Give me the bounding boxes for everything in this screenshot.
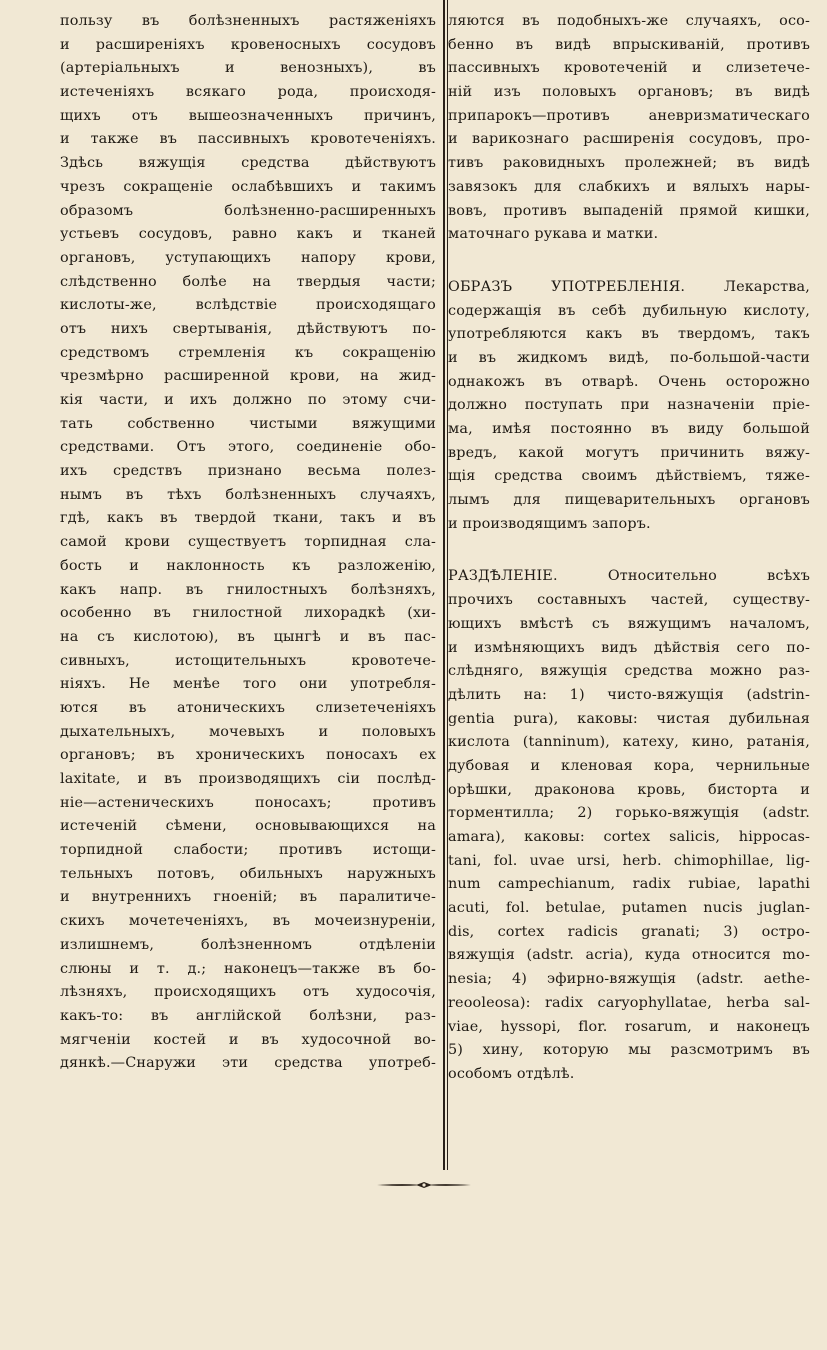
text-line: кія части, и ихъ должно по этому счи- [60, 392, 436, 408]
text-line: устьевъ сосудовъ, равно какъ и тканей [60, 226, 436, 243]
text-line: особенно въ гнилостной лихорадкѣ (хи- [60, 605, 436, 622]
text-line: лѣзняхъ, происходящихъ отъ худосочія, [60, 984, 436, 1001]
text-line: бенно въ видѣ впрыскиваній, противъ [448, 36, 810, 53]
text-line: Здѣсь вяжущія средства дѣйствуютъ [60, 155, 436, 172]
text-line: прочихъ составныхъ частей, существу- [448, 592, 810, 609]
text-line: ній изъ половыхъ органовъ; въ видѣ [448, 84, 810, 101]
end-ornament [377, 1180, 471, 1190]
text-line: ющихъ вмѣстѣ съ вяжущимъ началомъ, [448, 615, 810, 632]
text-line: тивъ раковидныхъ пролежней; въ видѣ [448, 155, 810, 172]
text-line: ются въ атоническихъ слизетеченіяхъ [60, 699, 436, 716]
text-line: употребляются какъ въ твердомъ, такъ [448, 326, 810, 343]
text-line: dis, cortex radicis granati; 3) остро- [448, 923, 810, 940]
text-line: на съ кислотою), въ цынгѣ и въ пас- [60, 628, 436, 645]
text-line: торпидной слабости; противъ истощи- [60, 842, 436, 859]
text-line: ніяхъ. Не менѣе того они употребля- [60, 676, 436, 693]
text-line: (артеріальныхъ и венозныхъ), въ [60, 60, 436, 77]
text-line: пользу въ болѣзненныхъ растяженіяхъ [60, 13, 436, 29]
text-line: ніе—астеническихъ поносахъ; противъ [60, 794, 436, 811]
text-line: кислоты-же, вслѣдствіе происходящаго [60, 297, 436, 314]
text-line: мягченіи костей и въ худосочной во- [60, 1031, 436, 1048]
text-line: щихъ отъ вышеозначенныхъ причинъ, [60, 107, 436, 124]
text-line: истеченіяхъ всякаго рода, происходя- [60, 84, 436, 101]
text-line: кислота (tanninum), катеху, кино, ратанія, [448, 734, 810, 751]
text-line: и расширеніяхъ кровеносныхъ сосудовъ [60, 36, 436, 53]
text-line: какъ напр. въ гнилостныхъ болѣзняхъ, [60, 581, 436, 598]
text-line: орѣшки, драконова кровь, бисторта и [448, 781, 810, 798]
text-line: средствами. Отъ этого, соединеніе обо- [60, 439, 436, 456]
text-line: самой крови существуетъ торпидная сла- [60, 534, 436, 551]
text-line: должно поступать при назначеніи пріе- [448, 397, 810, 414]
column-rule [443, 0, 445, 1170]
text-line: средствомъ стремленія къ сокращенію [60, 344, 436, 361]
text-line: вяжущія (adstr. acria), куда относится mo- [448, 947, 810, 964]
text-line: слѣдственно болѣе на твердыя части; [60, 273, 436, 290]
text-line: ма, имѣя постоянно въ виду большой [448, 421, 810, 437]
text-line: однакожъ въ отварѣ. Очень осторожно [448, 373, 810, 390]
text-line: слюны и т. д.; наконецъ—также въ бо- [60, 960, 436, 977]
text-line: ляются въ подобныхъ-же случаяхъ, осо- [448, 13, 810, 29]
text-line: и варикознаго расширенія сосудовъ, про- [448, 131, 810, 148]
text-line: laxitate, и въ производящихъ сіи послѣд- [60, 771, 436, 787]
text-line: и также въ пассивныхъ кровотеченіяхъ. [60, 131, 436, 148]
text-line: и производящимъ запоръ. [448, 515, 651, 532]
text-line: ОБРАЗЪ УПОТРЕБЛЕНІЯ. Лекарства, [448, 278, 810, 295]
text-line: дянкѣ.—Снаружи эти средства употреб- [60, 1055, 436, 1072]
text-line: маточнаго рукава и матки. [448, 226, 659, 243]
text-line: бость и наклонность къ разложенію, [60, 557, 436, 574]
text-line: и въ жидкомъ видѣ, по-большой-части [448, 349, 810, 366]
text-line: дѣлить на: 1) чисто-вяжущія (adstrin- [448, 686, 810, 703]
text-line: образомъ болѣзненно-расширенныхъ [60, 202, 436, 219]
paragraph-gap [448, 536, 810, 565]
text-line: органовъ; въ хроническихъ поносахъ ex [60, 747, 436, 764]
text-line: чрезъ сокращеніе ослабѣвшихъ и такимъ [60, 178, 436, 195]
text-line: gentia pura), каковы: чистая дубильная [448, 710, 810, 727]
text-line: сивныхъ, истощительныхъ кровотече- [60, 652, 436, 669]
text-line: слѣдняго, вяжущія средства можно раз- [448, 663, 810, 680]
left-column [60, 10, 436, 1076]
text-line: вовъ, противъ выпаденій прямой кишки, [448, 202, 810, 219]
text-line: истеченій сѣмени, основывающихся на [60, 818, 436, 835]
right-column [448, 10, 810, 1087]
text-line: торментилла; 2) горько-вяжущія (adstr. [448, 805, 810, 822]
text-line: тать собственно чистыми вяжущими [60, 415, 436, 432]
text-line: отъ нихъ свертыванія, дѣйствуютъ по- [60, 320, 436, 337]
text-line: щія средства своимъ дѣйствіемъ, тяже- [448, 468, 810, 485]
text-line: и внутреннихъ гноеній; въ паралитиче- [60, 889, 436, 906]
text-line: и измѣняющихъ видъ дѣйствія сего по- [448, 639, 810, 656]
text-line: вредъ, какой могутъ причинить вяжу- [448, 444, 810, 461]
text-line: чрезмѣрно расширенной крови, на жид- [60, 368, 436, 385]
text-line: лымъ для пищеварительныхъ органовъ [448, 492, 810, 509]
text-line: дыхательныхъ, мочевыхъ и половыхъ [60, 723, 436, 740]
text-line: nesia; 4) эфирно-вяжущія (adstr. aethe- [448, 971, 810, 988]
text-line: органовъ, уступающихъ напору крови, [60, 249, 436, 266]
text-line: num campechianum, radix rubiae, lapathi [448, 876, 810, 893]
text-line: гдѣ, какъ въ твердой ткани, такъ и въ [60, 510, 436, 527]
text-line: тельныхъ потовъ, обильныхъ наружныхъ [60, 865, 436, 882]
text-line: излишнемъ, болѣзненномъ отдѣленіи [60, 936, 436, 953]
text-line: припарокъ—противъ аневризматическаго [448, 107, 810, 124]
text-line: 5) хину, которую мы разсмотримъ въ [448, 1042, 810, 1059]
text-line: содержащія въ себѣ дубильную кислоту, [448, 302, 810, 319]
text-line: viae, hyssopi, flor. rosarum, и наконецъ [448, 1018, 810, 1035]
text-line: дубовая и кленовая кора, чернильные [448, 757, 810, 774]
text-line: reooleosa): radix caryophyllatae, herba sal- [448, 994, 810, 1011]
text-line: пассивныхъ кровотеченій и слизетече- [448, 60, 810, 77]
text-line: tani, fol. uvae ursi, herb. chimophillae, lig- [448, 852, 810, 869]
text-line: скихъ мочетеченіяхъ, въ мочеизнуреніи, [60, 913, 436, 930]
paragraph-gap [448, 247, 810, 276]
text-line: acuti, fol. betulae, putamen nucis juglan- [448, 900, 810, 917]
text-line: ихъ средствъ признано весьма полез- [60, 463, 436, 480]
text-line: особомъ отдѣлѣ. [448, 1065, 575, 1082]
text-line: завязокъ для слабкихъ и вялыхъ нары- [448, 178, 810, 195]
text-line: нымъ въ тѣхъ болѣзненныхъ случаяхъ, [60, 486, 436, 503]
text-line: amara), каковы: cortex salicis, hippocas- [448, 829, 810, 845]
text-line: РАЗДѢЛЕНІЕ. Относительно всѣхъ [448, 568, 810, 585]
text-line: какъ-то: въ англійской болѣзни, раз- [60, 1007, 436, 1024]
